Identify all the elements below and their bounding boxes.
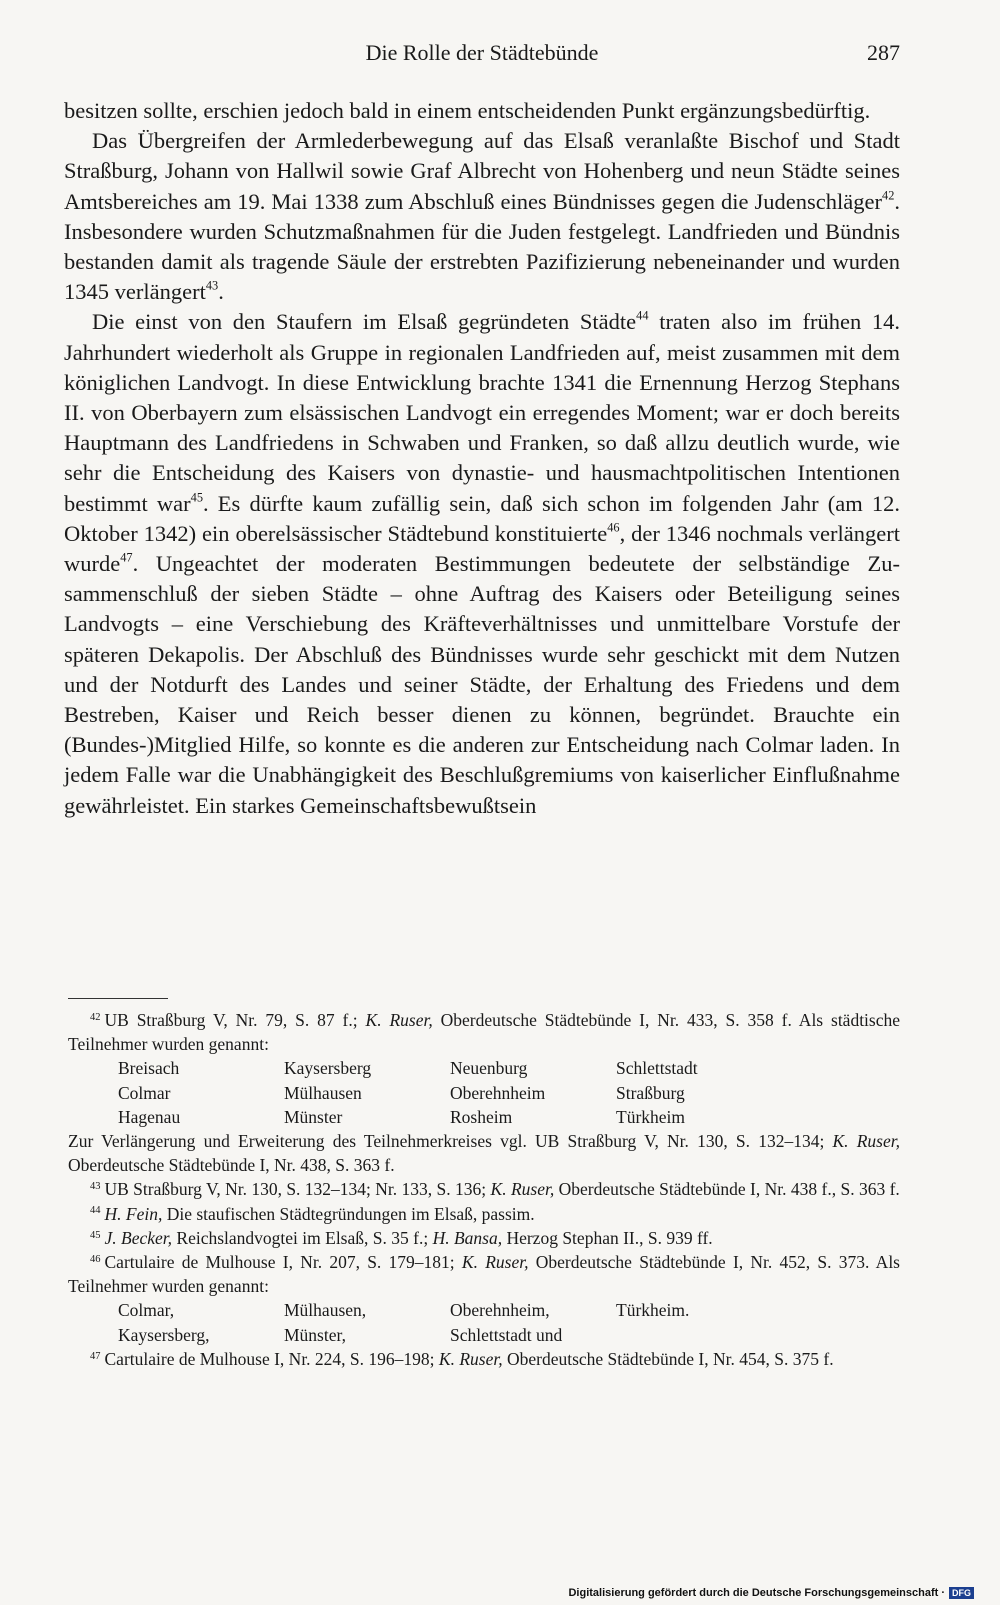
footnote-divider (68, 998, 168, 999)
footnote-47: $^{47}$ Cartulaire de Mulhouse I, Nr. 224, S. 196–198; K. Ruser, Oberdeutsche Städtebünde I, Nr. 454, S. 375 f. (90, 1348, 834, 1369)
city-list: Breisach Kaysersberg Neuenburg Schlettstadt Colmar Mülhausen Oberehnheim Straßburg Hagenau Münster Rosheim Türkheim (118, 1058, 698, 1127)
dfg-logo-icon: DFG (949, 1587, 974, 1599)
footnote-43: $^{43}$ UB Straßburg V, Nr. 130, S. 132–134; Nr. 133, S. 136; K. Ruser, Oberdeutsche Städtebünde I, Nr. 438 f., S. 363 f. (90, 1179, 900, 1200)
footnote-42: $^{42}$ UB Straßburg V, Nr. 79, S. 87 f.; K. Ruser, Oberdeutsche Städtebünde I, Nr. 433, S. 358 f. Als städtische Teilnehmer wurden genannt: Breisach Kaysersberg Neuenburg Schlettstadt Colmar Mülhausen Oberehnheim Straßburg Hagenau Münster Rosheim Türkheim Zur Verlängerung und Erweiterung des Teilnehmerkreises vgl. UB Straßburg V, Nr. 130, S. 132–134; K. Ruser, Oberdeutsche Städtebünde I, Nr. 438, S. 363 f. (68, 1010, 901, 1176)
footnote-44: $^{44}$ H. Fein, Die staufischen Städtegründungen im Elsaß, passim. (90, 1203, 535, 1224)
paragraph: Die einst von den Staufern im Elsaß gegründeten Städte$^{44}$ traten also im frühen 14. Jahrhundert wiederholt als Gruppe in regionalen Landfrieden auf, meist zusammen mit dem königlichen Landvogt. In diese Entwicklung brachte 1341 die Ernennung Herzog Stephans II. von Oberbayern zum elsässischen Landvogt ein erregendes Moment; war er doch bereits Hauptmann des Landfriedens in Schwaben und Franken, so daß allzu deutlich wurde, wie sehr die Entscheidung des Kaisers von dynastie- und hausmachtpolitischen Intentionen bestimmt war$^{45}$. Es dürfte kaum zufällig sein, daß sich schon im folgenden Jahr (am 12. Oktober 1342) ein oberelsässischer Städtebund konstituierte$^{46}$, der 1346 nochmals verlängert wurde$^{47}$. Ungeachtet der moderaten Bestimmungen bedeutete der selbständige Zusammenschluß der sieben Städte – ohne Auftrag des Kaisers oder Beteiligung seines Landvogts – eine Verschiebung des Kräfteverhältnisses und unmittelbare Vorstufe der späteren Dekapolis. Der Abschluß des Bündnisses wurde sehr geschickt mit dem Nutzen und der Notdurft des Landes und seiner Städte, der Erhaltung des Friedens und dem Bestreben, Kaiser und Reich besser dienen zu können, begründet. Brauchte ein (Bundes-)Mitglied Hilfe, so konnte es die anderen zur Entscheidung nach Colmar laden. In jedem Falle war die Unabhängigkeit des Beschlußgremiums von kaiserlicher Einflußnahme gewährleistet. Ein starkes Gemeinschaftsbewußtsein (64, 309, 901, 818)
running-title: Die Rolle der Städtebünde (365, 40, 599, 65)
paragraph: Das Übergreifen der Armlederbewegung auf das Elsaß veranlaßte Bischof und Stadt Straßburg, Johann von Hallwil sowie Graf Albrecht von Hohenberg und neun Städte seines Amtsbereiches am 19. Mai 1338 zum Abschluß eines Bündnisses gegen die Judenschläger$^{42}$. Insbesondere wurden Schutzmaßnahmen für die Juden festgelegt. Landfrieden und Bündnis bestanden damit als tragende Säule der erstrebten Pazifizierung nebeneinander und wurden 1345 verlängert$^{43}$. (64, 128, 900, 305)
footnote-ref[interactable]: 46 (607, 520, 620, 535)
footnote-ref[interactable]: 42 (882, 188, 895, 203)
footnote-45: $^{45}$ J. Becker, Reichslandvogtei im Elsaß, S. 35 f.; H. Bansa, Herzog Stephan II., S. 939 ff. (90, 1227, 713, 1248)
footnote-ref[interactable]: 44 (636, 309, 649, 324)
main-text (64, 96, 900, 821)
footnote-ref[interactable]: 45 (190, 490, 203, 505)
page-header (64, 40, 900, 76)
city-list: Colmar, Mülhausen, Oberehnheim, Türkheim. Kaysersberg, Münster, Schlettstadt und (118, 1300, 690, 1345)
footnotes (68, 1008, 900, 1371)
footnote-46: $^{46}$ Cartulaire de Mulhouse I, Nr. 207, S. 179–181; K. Ruser, Oberdeutsche Städtebünde I, Nr. 452, S. 373. Als Teilnehmer wurden genannt: Colmar, Mülhausen, Oberehnheim, Türkheim. Kaysersberg, Münster, Schlettstadt und (68, 1250, 900, 1347)
footnote-ref[interactable]: 43 (205, 278, 219, 293)
credit-text: Digitalisierung gefördert durch die Deutsche Forschungsgemeinschaft · (568, 1587, 945, 1599)
page-number: 287 (867, 40, 900, 65)
footnote-ref[interactable]: 47 (120, 550, 133, 565)
paragraph: besitzen sollte, erschien jedoch bald in einem entscheidenden Punkt ergänzungsbedürftig. (64, 98, 871, 123)
digitization-credit (568, 1587, 974, 1599)
